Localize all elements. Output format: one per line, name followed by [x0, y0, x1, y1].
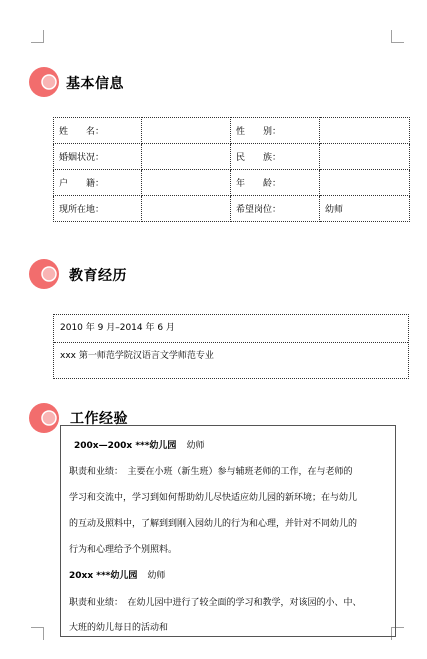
circle-bullet-icon [28, 258, 60, 290]
field-label: 希望岗位： [231, 196, 320, 222]
field-value [142, 196, 231, 222]
job-description-line: 职责和业绩： 在幼儿园中进行了较全面的学习和教学，对该园的小、中、 [69, 598, 362, 608]
field-value: 幼师 [320, 196, 410, 222]
field-label: 户 籍： [54, 170, 142, 196]
field-label: 婚姻状况： [54, 144, 142, 170]
table-row [54, 196, 410, 222]
job-description-line: 学习和交流中，学习到如何帮助幼儿尽快适应幼儿园的新环境；在与幼儿 [69, 493, 358, 503]
job-description-line: 大班的幼儿每日的活动和 [69, 623, 169, 633]
job-description-line: 的互动及照料中，了解到到刚入园幼儿的行为和心理，并针对不同幼儿的 [69, 519, 358, 529]
field-value [320, 144, 410, 170]
education-block [53, 314, 409, 379]
circle-bullet-icon [28, 66, 60, 98]
field-value [142, 144, 231, 170]
table-row [54, 118, 410, 144]
basic-info-table [53, 117, 410, 222]
table-row [54, 170, 410, 196]
field-label: 现所在地： [54, 196, 142, 222]
education-period: 2010 年 9 月–2014 年 6 月 [54, 315, 408, 343]
field-value [320, 170, 410, 196]
crop-mark-bottom-left [31, 627, 44, 640]
field-label: 年 龄： [231, 170, 320, 196]
circle-bullet-icon [28, 402, 60, 434]
job-header: 200x—200x ***幼儿园 幼师 [74, 441, 205, 451]
field-value [320, 118, 410, 144]
section-title: 教育经历 [69, 268, 127, 284]
field-label: 性 别： [231, 118, 320, 144]
table-row [54, 144, 410, 170]
field-value [142, 170, 231, 196]
work-experience-box [60, 425, 396, 637]
field-label: 民 族： [231, 144, 320, 170]
section-title: 工作经验 [70, 411, 128, 427]
field-label: 姓 名： [54, 118, 142, 144]
section-title: 基本信息 [66, 76, 124, 92]
field-value [142, 118, 231, 144]
job-header: 20xx ***幼儿园 幼师 [69, 571, 166, 581]
crop-mark-top-right [391, 30, 404, 43]
job-description-line: 职责和业绩： 主要在小班（新生班）参与辅班老师的工作，在与老师的 [69, 467, 353, 477]
job-description-line: 行为和心理给予个别照料。 [69, 545, 178, 555]
education-detail: xxx 第一师范学院汉语言文学师范专业 [60, 351, 214, 361]
crop-mark-top-left [31, 30, 44, 43]
